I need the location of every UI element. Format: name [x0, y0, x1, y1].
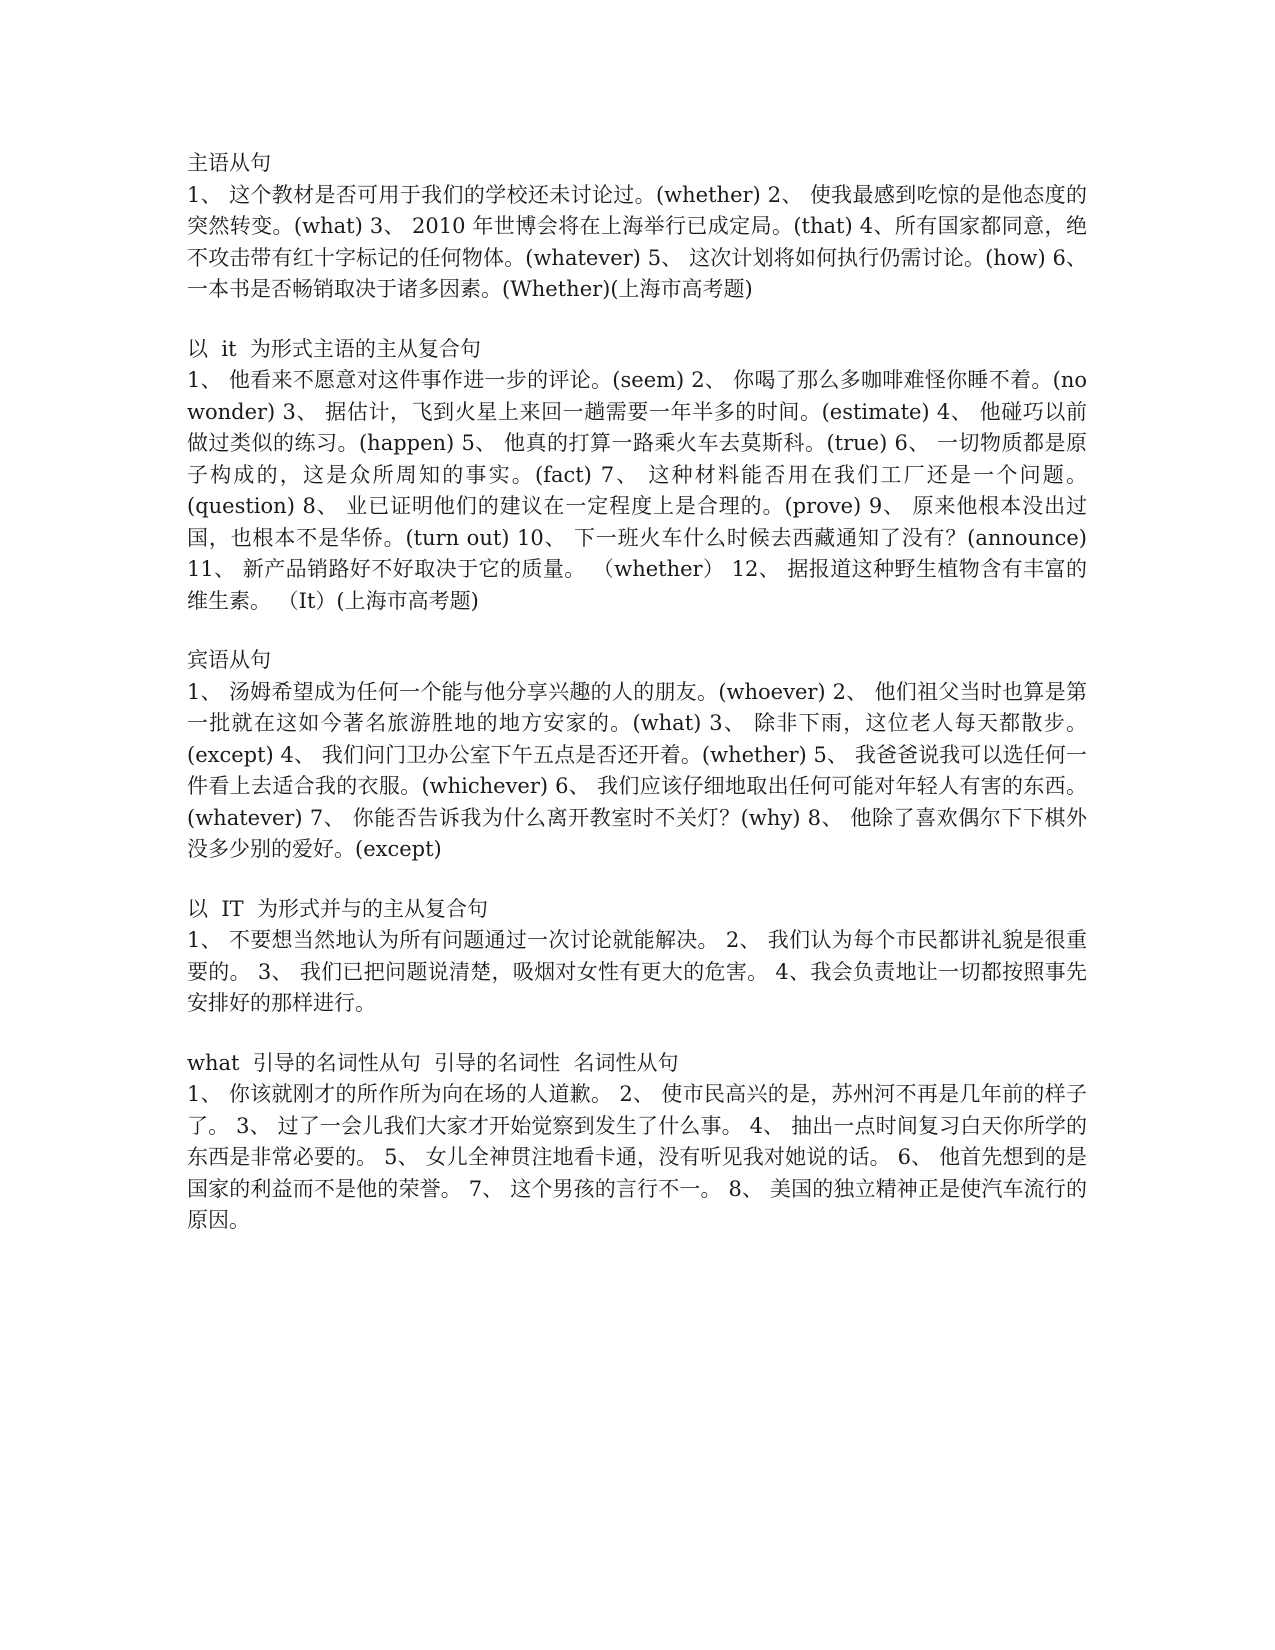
- exercise-item: 7、 你能否告诉我为什么离开教室时不关灯？(why): [309, 805, 801, 830]
- exercise-item: 7、 这种材料能否用在我们工厂还是一个问题。(question): [187, 462, 1087, 518]
- exercise-item: 2、 使我最感到吃惊的是他态度的突然转变。(what): [187, 182, 1087, 238]
- exercise-item: 10、 下一班火车什么时候去西藏通知了没有？(announce): [517, 525, 1088, 550]
- section-title: 宾语从句: [187, 648, 271, 672]
- exercise-item: 5、 女儿全神贯注地看卡通，没有听见我对她说的话。: [384, 1145, 891, 1169]
- document-content: [187, 148, 1087, 1265]
- exercise-item: 8、 美国的独立精神正是使汽车流行的原因。: [187, 1176, 1087, 1232]
- exercise-item: 3、 2010 年世博会将在上海举行已成定局。(that): [369, 214, 853, 238]
- section-body: [187, 677, 1087, 866]
- section-title: what 引导的名词性从句 引导的名词性 名词性从句: [187, 1050, 679, 1075]
- exercise-item: 2、 使市民高兴的是，苏州河不再是几年前的样子了。: [187, 1082, 1087, 1138]
- section-body: [187, 1079, 1087, 1237]
- exercise-item: 3、 过了一会儿我们大家才开始觉察到发生了什么事。: [236, 1113, 743, 1138]
- exercise-item: 6、 他首先想到的是国家的利益而不是他的荣誉。: [187, 1145, 1087, 1201]
- exercise-item: 9、 原来他根本没出过国，也根本不是华侨。(turn out): [187, 494, 1087, 550]
- exercise-item: 4、 抽出一点时间复习白天你所学的东西是非常必要的。: [187, 1113, 1087, 1169]
- exercise-item: 2、 你喝了那么多咖啡难怪你睡不着。(no wonder): [187, 368, 1087, 424]
- section-body: [187, 180, 1087, 306]
- section-title: 以 it 为形式主语的主从复合句: [187, 336, 481, 361]
- section-title: 以 IT 为形式并与的主从复合句: [187, 896, 489, 921]
- exercise-item: 5、 他真的打算一路乘火车去莫斯科。(true): [461, 431, 888, 455]
- section-body: [187, 925, 1087, 1020]
- section-object-clause: [187, 645, 1087, 866]
- exercise-item: 1、 他看来不愿意对这件事作进一步的评论。(seem): [187, 368, 685, 392]
- exercise-item: 3、 我们已把问题说清楚，吸烟对女性有更大的危害。: [257, 959, 769, 984]
- exercise-item: 4、我会负责地让一切都按照事先安排好的那样进行。: [187, 959, 1087, 1015]
- exercise-item: 6、 一本书是否畅销取决于诸多因素。(Whether)(上海市高考题): [187, 245, 1087, 301]
- exercise-item: 1、 不要想当然地认为所有问题通过一次讨论就能解决。: [187, 928, 719, 952]
- exercise-item: 1、 汤姆希望成为任何一个能与他分享兴趣的人的朋友。(whoever): [187, 679, 826, 704]
- exercise-item: 1、 你该就刚才的所作所为向在场的人道歉。: [187, 1082, 613, 1106]
- exercise-item: 4、 他碰巧以前做过类似的练习。(happen): [187, 399, 1087, 455]
- section-it-formal-object: [187, 894, 1087, 1020]
- exercise-item: 5、 这次计划将如何执行仍需讨论。(how): [647, 245, 1046, 270]
- section-title: 主语从句: [187, 151, 271, 175]
- section-it-formal-subject: [187, 334, 1087, 618]
- exercise-item: 2、 他们祖父当时也算是第一批就在这如今著名旅游胜地的地方安家的。(what): [187, 679, 1087, 735]
- exercise-item: 2、 我们认为每个市民都讲礼貌是很重要的。: [187, 928, 1087, 984]
- exercise-item: 3、 除非下雨，这位老人每天都散步。(except): [187, 711, 1087, 767]
- exercise-item: 8、 业已证明他们的建议在一定程度上是合理的。(prove): [302, 494, 862, 518]
- section-subject-clause: [187, 148, 1087, 306]
- exercise-item: 5、 我爸爸说我可以选任何一件看上去适合我的衣服。(whichever): [187, 742, 1087, 798]
- exercise-item: 6、 一切物质都是原子构成的，这是众所周知的事实。(fact): [187, 431, 1087, 487]
- exercise-item: 8、 他除了喜欢偶尔下下棋外没多少别的爱好。(except): [187, 805, 1087, 861]
- exercise-item: 11、 新产品销路好不好取决于它的质量。 （whether）: [187, 557, 725, 581]
- exercise-item: 4、 我们问门卫办公室下午五点是否还开着。(whether): [280, 742, 807, 767]
- exercise-item: 7、 这个男孩的言行不一。: [468, 1176, 722, 1201]
- section-what-noun-clause: [187, 1048, 1087, 1237]
- exercise-item: 4、所有国家都同意，绝不攻击带有红十字标记的任何物体。(whatever): [187, 214, 1087, 270]
- exercise-item: 3、 据估计，飞到火星上来回一趟需要一年半多的时间。(estimate): [282, 399, 930, 424]
- exercise-item: 12、 据报道这种野生植物含有丰富的维生素。 （It）(上海市高考题): [187, 557, 1087, 613]
- section-body: [187, 365, 1087, 617]
- exercise-item: 6、 我们应该仔细地取出任何可能对年轻人有害的东西。(whatever): [187, 774, 1087, 830]
- exercise-item: 1、 这个教材是否可用于我们的学校还未讨论过。(whether): [187, 182, 761, 207]
